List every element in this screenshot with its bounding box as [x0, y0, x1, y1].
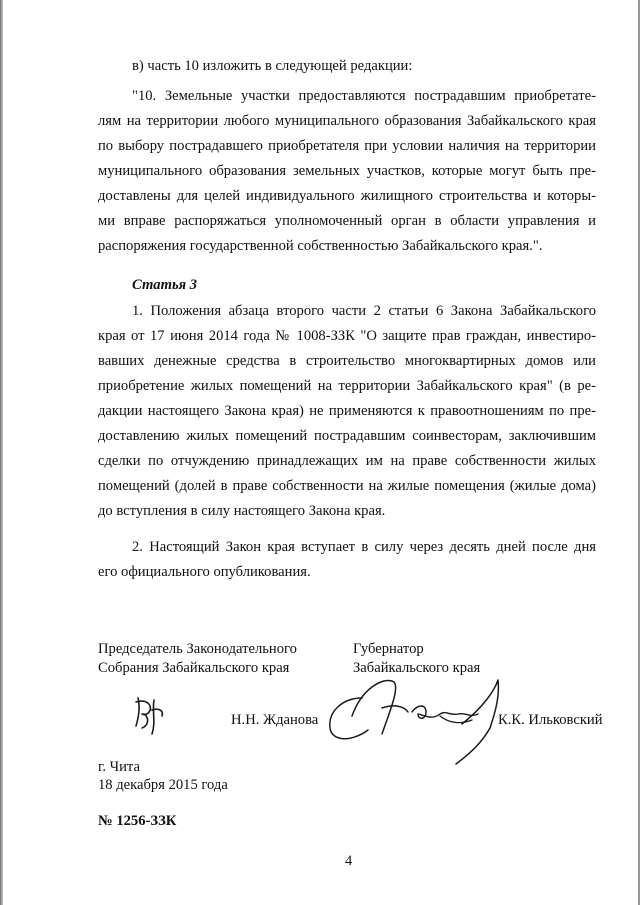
paragraph-line: его официального опубликования.: [98, 564, 311, 580]
paragraph-line: доставлены для целей индивидуального жилищного строительства и которы-: [98, 188, 596, 204]
page-edge-shadow: [0, 0, 3, 905]
right-handwritten-signature: [322, 668, 522, 774]
paragraph-line: ми вправе распоряжаться уполномоченный орган в области управления и: [98, 213, 596, 229]
paragraph-line: приобретение жилых помещений на территории Забайкальского края" (в ре-: [98, 378, 596, 394]
left-handwritten-signature: [130, 692, 174, 738]
signing-city: г. Чита: [98, 759, 140, 775]
page-number: 4: [345, 853, 353, 869]
right-signatory-name: К.К. Ильковский: [498, 712, 603, 728]
signing-date: 18 декабря 2015 года: [98, 777, 228, 793]
paragraph-line: дакции настоящего Закона края) не применяются к правоотношениям по пре-: [98, 403, 596, 419]
paragraph-line: края от 17 июня 2014 года № 1008-ЗЗК "О защите прав граждан, инвестиро-: [98, 328, 596, 344]
right-signatory-title: Забайкальского края: [353, 660, 481, 676]
left-signatory-title: Собрания Забайкальского края: [98, 660, 290, 676]
left-signatory-name: Н.Н. Жданова: [231, 712, 319, 728]
article-heading: Статья 3: [132, 277, 198, 293]
paragraph-line: по выбору пострадавшего приобретателя при условии наличия на территории: [98, 138, 596, 154]
left-signatory-title: Председатель Законодательного: [98, 641, 297, 657]
paragraph-line: сделки по отчуждению принадлежащих им на праве собственности жилых: [98, 453, 596, 469]
paragraph-line: до вступления в силу настоящего Закона края.: [98, 503, 386, 519]
paragraph-line: доставлению жилых помещений пострадавшим соинвесторам, заключившим: [98, 428, 596, 444]
paragraph-line: лям на территории любого муниципального образования Забайкальского края: [98, 113, 596, 129]
right-signatory-title: Губернатор: [353, 641, 424, 657]
law-number: № 1256-ЗЗК: [98, 813, 177, 829]
paragraph-line: 2. Настоящий Закон края вступает в силу через десять дней после дня: [132, 539, 596, 555]
paragraph-line: вавших денежные средства в строительство многоквартирных домов или: [98, 353, 596, 369]
paragraph-line: "10. Земельные участки предоставляются пострадавшим приобретате-: [132, 88, 596, 104]
paragraph-line: помещений (долей в праве собственности на жилые помещения (жилые дома): [98, 478, 596, 494]
paragraph-line: распоряжения государственной собственностью Забайкальского края.".: [98, 238, 543, 254]
paragraph-line: 1. Положения абзаца второго части 2 статьи 6 Закона Забайкальского: [132, 303, 596, 319]
item-v-intro: в) часть 10 изложить в следующей редакции:: [132, 58, 413, 74]
paragraph-line: муниципального образования земельных участков, которые могут быть пре-: [98, 163, 596, 179]
